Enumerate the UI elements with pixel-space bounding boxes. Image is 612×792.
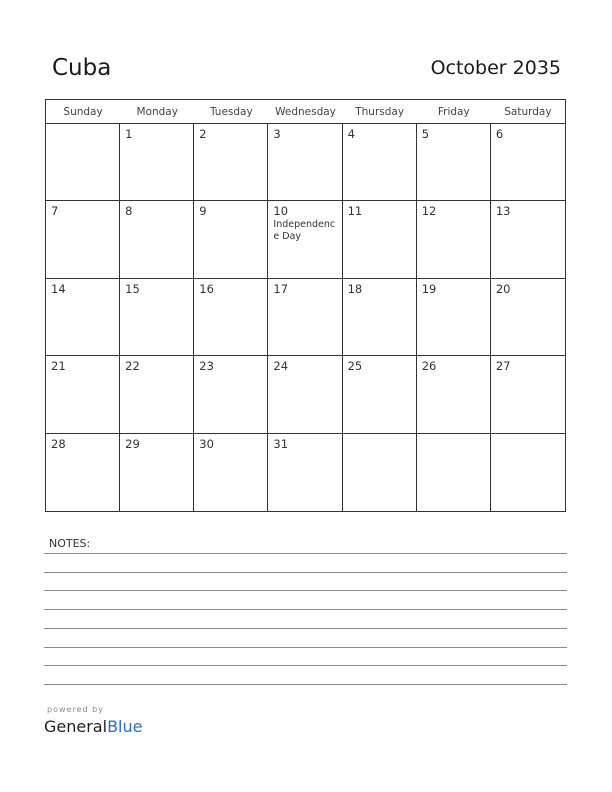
day-cell bbox=[46, 356, 120, 433]
day-cell bbox=[417, 279, 491, 356]
day-cell bbox=[46, 201, 120, 278]
holiday-label: Independence Day bbox=[273, 219, 336, 243]
calendar-grid bbox=[45, 99, 566, 512]
day-cell bbox=[417, 434, 491, 511]
day-number: 10 bbox=[273, 204, 289, 219]
day-cell bbox=[491, 279, 565, 356]
day-cell bbox=[343, 124, 417, 201]
day-cell bbox=[194, 124, 268, 201]
day-cell bbox=[194, 434, 268, 511]
country-title: Cuba bbox=[52, 55, 112, 81]
day-number: 5 bbox=[421, 127, 430, 141]
day-number: 15 bbox=[125, 281, 140, 296]
day-cell bbox=[194, 279, 268, 356]
weekday-label: Monday bbox=[136, 106, 178, 118]
day-cell bbox=[268, 201, 342, 278]
day-cell bbox=[343, 434, 417, 511]
brand-logo[interactable] bbox=[44, 717, 142, 737]
day-number: 30 bbox=[199, 436, 214, 451]
day-cell bbox=[120, 124, 194, 201]
day-cell bbox=[343, 201, 417, 278]
day-cell bbox=[491, 434, 565, 511]
day-number: 26 bbox=[421, 359, 437, 374]
note-line bbox=[44, 609, 567, 610]
day-number: 17 bbox=[273, 281, 289, 296]
day-cell bbox=[120, 201, 194, 278]
day-number: 25 bbox=[347, 359, 363, 374]
day-number: 2 bbox=[199, 127, 207, 141]
brand-name-part1: General bbox=[44, 717, 108, 736]
weekday-label: Sunday bbox=[63, 106, 103, 118]
day-number: 6 bbox=[495, 127, 504, 141]
weekday-label: Friday bbox=[437, 106, 470, 118]
day-number: 20 bbox=[495, 281, 511, 296]
note-line bbox=[44, 628, 567, 629]
month-year-title: October 2035 bbox=[430, 57, 561, 79]
day-number: 21 bbox=[51, 359, 66, 374]
notes-label: NOTES: bbox=[49, 537, 91, 550]
day-number: 4 bbox=[347, 127, 355, 141]
day-cell bbox=[46, 434, 120, 511]
day-number: 7 bbox=[51, 204, 59, 219]
weekday-label: Thursday bbox=[355, 106, 405, 118]
day-cell bbox=[417, 201, 491, 278]
day-cell bbox=[417, 124, 491, 201]
day-number: 8 bbox=[125, 204, 133, 219]
brand-name-part2: Blue bbox=[107, 717, 143, 736]
day-number: 1 bbox=[125, 127, 133, 141]
day-cell bbox=[491, 124, 565, 201]
day-number: 27 bbox=[495, 359, 511, 374]
day-cell bbox=[120, 434, 194, 511]
day-cell bbox=[343, 279, 417, 356]
day-number: 3 bbox=[273, 127, 281, 141]
day-number: 16 bbox=[199, 281, 214, 296]
note-line bbox=[44, 665, 567, 666]
day-number: 13 bbox=[495, 204, 511, 219]
day-number: 23 bbox=[199, 359, 214, 374]
weekday-label: Saturday bbox=[504, 106, 552, 118]
note-line bbox=[44, 684, 567, 685]
day-number: 19 bbox=[421, 281, 437, 296]
note-line bbox=[44, 553, 567, 554]
day-cell bbox=[343, 356, 417, 433]
day-number: 22 bbox=[125, 359, 140, 374]
weekday-label: Tuesday bbox=[209, 106, 253, 118]
day-number: 11 bbox=[347, 204, 363, 219]
day-number: 9 bbox=[199, 204, 207, 219]
powered-by-text: powered by bbox=[47, 705, 104, 714]
day-cell bbox=[417, 356, 491, 433]
day-cell bbox=[46, 124, 120, 201]
day-cell bbox=[120, 356, 194, 433]
note-line bbox=[44, 590, 567, 591]
day-cell bbox=[268, 356, 342, 433]
day-number: 28 bbox=[51, 436, 66, 451]
day-cell bbox=[194, 356, 268, 433]
day-cells bbox=[46, 124, 565, 511]
day-number: 12 bbox=[421, 204, 437, 219]
day-cell bbox=[268, 434, 342, 511]
note-line bbox=[44, 647, 567, 648]
note-line bbox=[44, 572, 567, 573]
day-cell bbox=[491, 356, 565, 433]
day-number: 31 bbox=[273, 436, 289, 451]
day-cell bbox=[268, 279, 342, 356]
day-cell bbox=[491, 201, 565, 278]
day-number: 24 bbox=[273, 359, 289, 374]
weekday-label: Wednesday bbox=[275, 106, 336, 118]
day-cell bbox=[120, 279, 194, 356]
day-cell bbox=[46, 279, 120, 356]
day-number: 29 bbox=[125, 436, 140, 451]
day-cell bbox=[268, 124, 342, 201]
day-cell bbox=[194, 201, 268, 278]
day-number: 18 bbox=[347, 281, 363, 296]
day-number: 14 bbox=[51, 281, 66, 296]
weekday-header-row bbox=[46, 100, 565, 124]
